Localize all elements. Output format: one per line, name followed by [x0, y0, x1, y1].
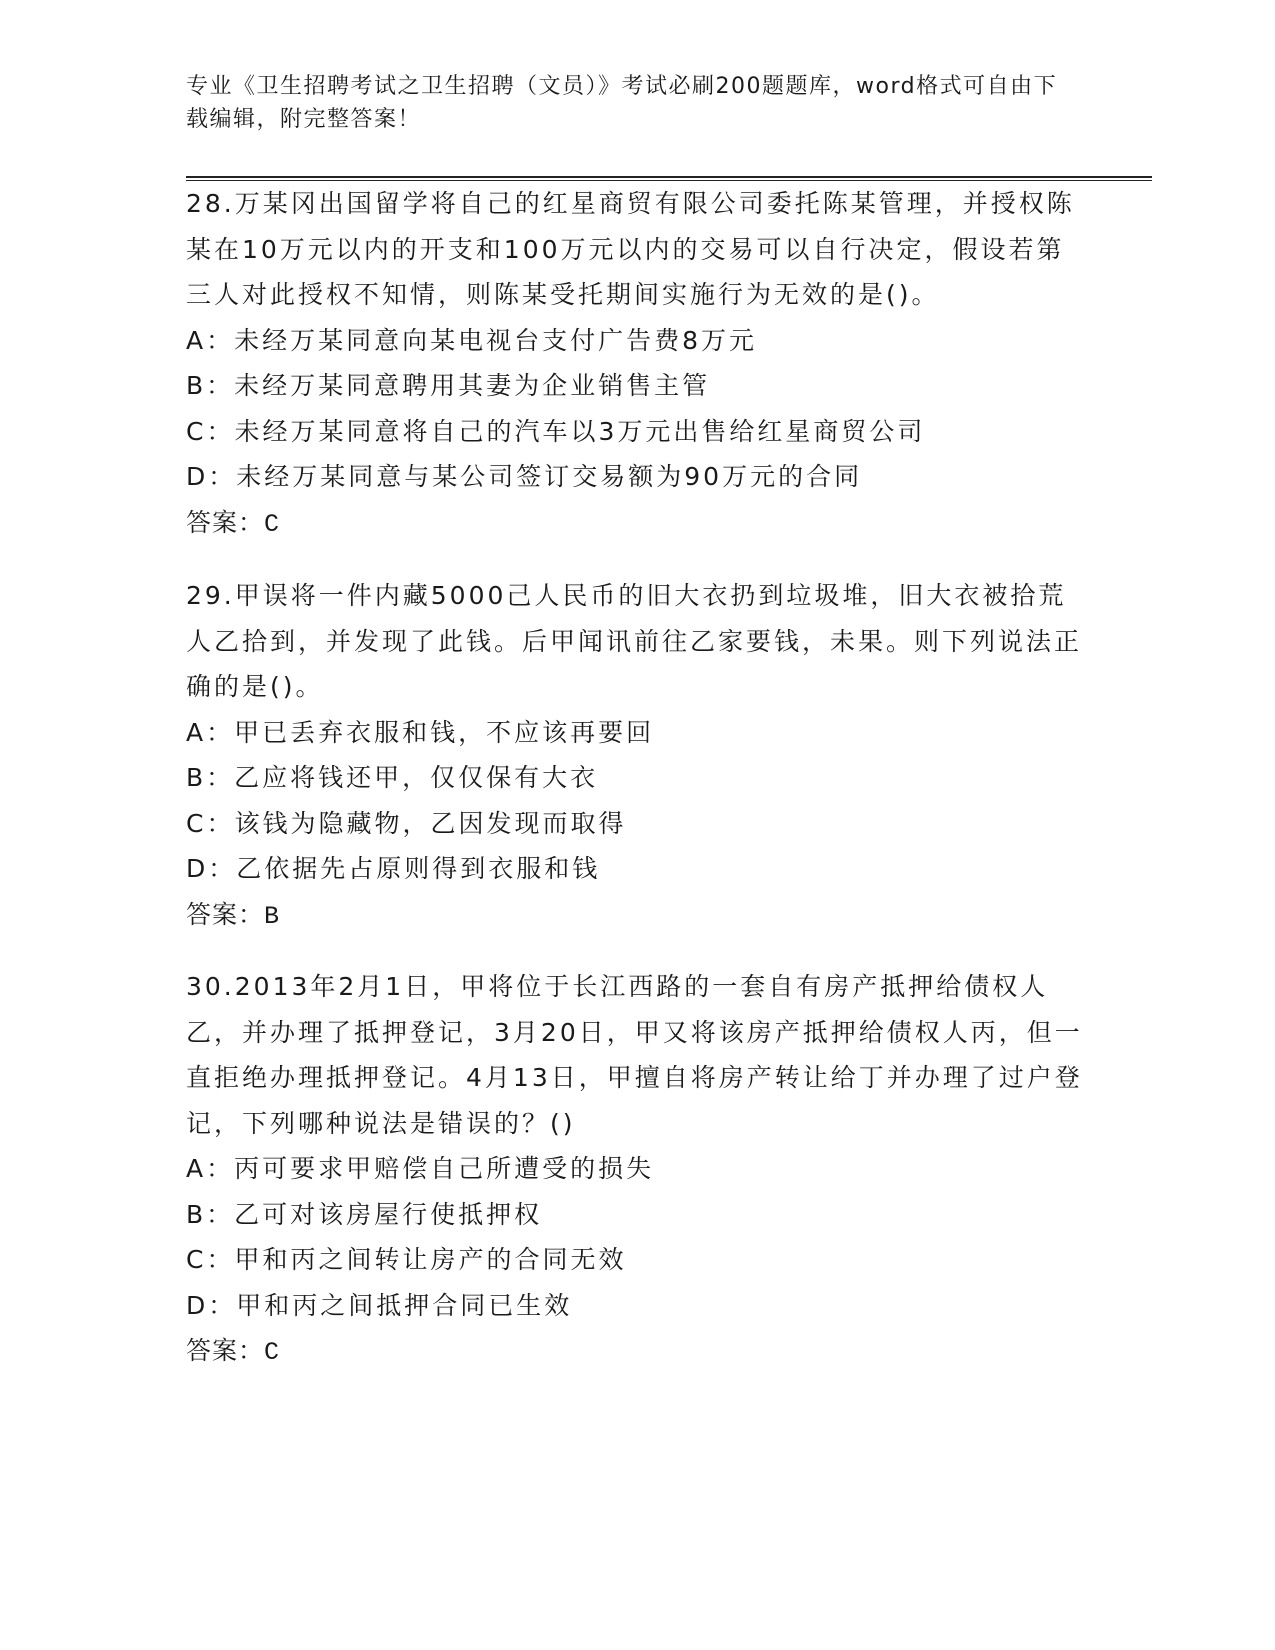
- option-c: C：甲和丙之间转让房产的合同无效: [186, 1245, 627, 1274]
- answer-key: C: [264, 509, 281, 539]
- answer-label: 答案：: [186, 507, 265, 537]
- answer-key: C: [264, 1338, 281, 1367]
- answer-line: [186, 892, 1086, 938]
- page-header: 专业《卫生招聘考试之卫生招聘（文员）》考试必刷200题题库，word格式可自由下载编辑，附完整答案！: [186, 74, 1058, 132]
- answer-label: 答案：: [186, 1336, 265, 1365]
- answer-line: [186, 1328, 1086, 1374]
- question-stem: 29.甲误将一件内藏5000己人民币的旧大衣扔到垃圾堆，旧大衣被拾荒人乙拾到，并发现了此钱。后甲闻讯前往乙家要钱，未果。则下列说法正确的是()。: [186, 581, 1083, 701]
- option-b: B：乙应将钱还甲，仅仅保有大衣: [186, 763, 599, 792]
- question-stem: 28.万某冈出国留学将自己的红星商贸有限公司委托陈某管理，并授权陈某在10万元以内的开支和100万元以内的交易可以自行决定，假设若第三人对此授权不知情，则陈某受托期间实施行为无效的是()。: [186, 189, 1075, 309]
- option-c: C：未经万某同意将自己的汽车以3万元出售给红星商贸公司: [186, 416, 926, 446]
- question-28: [186, 181, 1086, 545]
- option-a: A：丙可要求甲赔偿自己所遭受的损失: [186, 1154, 655, 1183]
- answer-label: 答案：: [186, 899, 265, 929]
- question-29: [186, 573, 1086, 937]
- option-c: C：该钱为隐藏物，乙因发现而取得: [186, 808, 627, 838]
- question-30: [186, 964, 1086, 1374]
- option-b: B：未经万某同意聘用其妻为企业销售主管: [186, 371, 711, 400]
- option-a: A：甲已丢弃衣服和钱，不应该再要回: [186, 717, 655, 747]
- option-a: A：未经万某同意向某电视台支付广告费8万元: [186, 325, 758, 355]
- option-d: D：甲和丙之间抵押合同已生效: [186, 1290, 573, 1320]
- question-stem: 30.2013年2月1日，甲将位于长江西路的一套自有房产抵押给债权人乙，并办理了抵押登记，3月20日，甲又将该房产抵押给债权人丙，但一直拒绝办理抵押登记。4月13日，甲擅自将房产转让给丁并办理了过户登记，下列哪种说法是错误的？(): [186, 972, 1083, 1138]
- answer-key: B: [264, 901, 281, 931]
- option-b: B：乙可对该房屋行使抵押权: [186, 1199, 543, 1229]
- answer-line: [186, 500, 1086, 546]
- option-d: D：未经万某同意与某公司签订交易额为90万元的合同: [186, 462, 863, 491]
- option-d: D：乙依据先占原则得到衣服和钱: [186, 854, 601, 883]
